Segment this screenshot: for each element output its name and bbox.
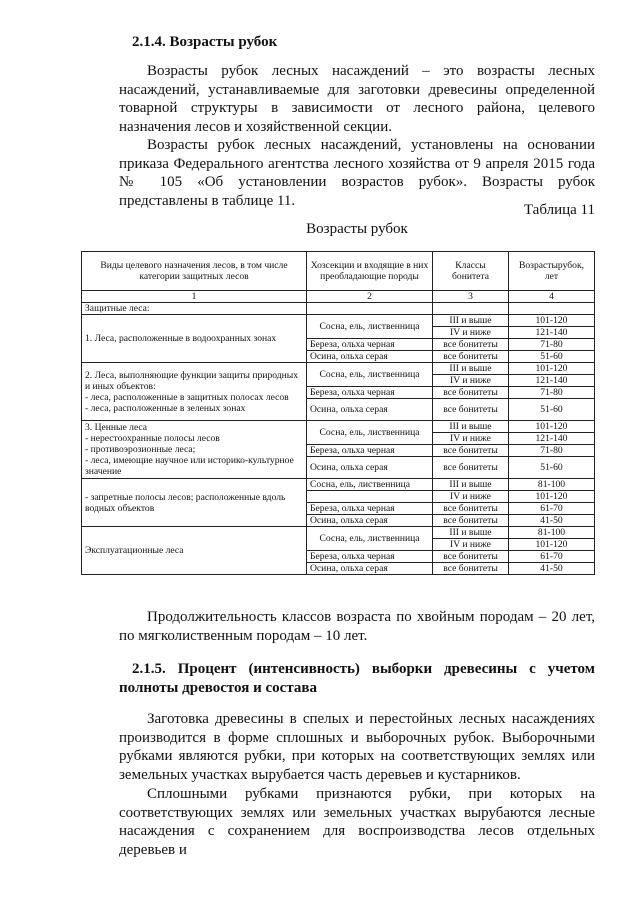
- column-number: 2: [307, 291, 433, 303]
- bonitet-value: все бонитеты: [433, 351, 509, 363]
- species-conifer: Сосна, ель, лиственница: [307, 479, 433, 491]
- column-number: 3: [433, 291, 509, 303]
- age-value: 101-120: [509, 491, 595, 503]
- bonitet-value: III и выше: [433, 315, 509, 327]
- header-forest-purpose: Виды целевого назначения лесов, в том числе категории защитных лесов: [82, 252, 307, 291]
- species-conifer: Сосна, ель, лиственница: [307, 363, 433, 387]
- paragraph-cutting-ages-order: Возрасты рубок лесных насаждений, установлены на основании приказа Федерального агентства лесного хозяйства от 9 апреля 2015 года № 105 «Об установлении возрастов рубок». Возрасты рубок представлены в таблице 11.: [119, 137, 595, 209]
- forest-category-restricted-strips: - запретные полосы лесов; расположенные вдоль водных объектов: [82, 479, 307, 527]
- table-title: Возрасты рубок: [306, 221, 408, 237]
- age-value: 81-100: [509, 527, 595, 539]
- age-value: 101-120: [509, 363, 595, 375]
- group-label-protective: Защитные леса:: [82, 303, 307, 315]
- species-birch: Береза, ольха черная: [307, 551, 433, 563]
- category-sub: - леса, расположенные в зеленых зонах: [85, 402, 246, 414]
- bonitet-value: все бонитеты: [433, 551, 509, 563]
- column-number: 1: [82, 291, 307, 303]
- bonitet-value: III и выше: [433, 421, 509, 433]
- column-number: 4: [509, 291, 595, 303]
- header-cutting-age: Возрастырубок, лет: [509, 252, 595, 291]
- paragraph-cutting-ages-definition: Возрасты рубок лесных насаждений – это возрасты лесных насаждений, устанавливаемые для заготовки древесины определенной товарной структуры в зависимости от лесного района, целевого назначения лесов и хозяйственной секции.: [119, 63, 595, 135]
- forest-category-exploitation: Эксплуатационные леса: [82, 527, 307, 575]
- species-conifer: Сосна, ель, лиственница: [307, 315, 433, 339]
- age-value: 101-120: [509, 315, 595, 327]
- bonitet-value: III и выше: [433, 527, 509, 539]
- species-aspen: Осина, ольха серая: [307, 399, 433, 421]
- age-value: 71-80: [509, 445, 595, 457]
- age-value: 121-140: [509, 433, 595, 445]
- bonitet-value: все бонитеты: [433, 515, 509, 527]
- age-value: 41-50: [509, 515, 595, 527]
- table-row: [82, 479, 595, 491]
- age-value: 41-50: [509, 563, 595, 575]
- age-value: 81-100: [509, 479, 595, 491]
- table-row: [82, 421, 595, 433]
- category-sub: - леса, расположенные в защитных полосах лесов: [85, 391, 289, 403]
- bonitet-value: все бонитеты: [433, 457, 509, 479]
- forest-category-valuable: [82, 421, 307, 479]
- species-conifer: Сосна, ель, лиственница: [307, 527, 433, 551]
- age-value: 121-140: [509, 327, 595, 339]
- species-birch: Береза, ольха черная: [307, 445, 433, 457]
- species-aspen: Осина, ольха серая: [307, 515, 433, 527]
- species-birch: Береза, ольха черная: [307, 503, 433, 515]
- bonitet-value: все бонитеты: [433, 399, 509, 421]
- table-row: [82, 363, 595, 375]
- bonitet-value: все бонитеты: [433, 445, 509, 457]
- category-title: 3. Ценные леса: [85, 422, 148, 433]
- paragraph-age-classes: Продолжительность классов возраста по хвойным породам – 20 лет, по мягколиственным породам – 10 лет.: [119, 609, 595, 644]
- species-aspen: Осина, ольха серая: [307, 457, 433, 479]
- bonitet-value: все бонитеты: [433, 387, 509, 399]
- table-row: [82, 527, 595, 539]
- bonitet-value: все бонитеты: [433, 503, 509, 515]
- age-value: 61-70: [509, 551, 595, 563]
- age-value: 51-60: [509, 351, 595, 363]
- category-title: 2. Леса, выполняющие функции защиты природных и иных объектов:: [85, 369, 299, 392]
- paragraph-clear-cuttings: Сплошными рубками признаются рубки, при которых на соответствующих землях или земельных участках вырубаются лесные насаждения с сохранением для воспроизводства лесов отдельных деревьев и: [119, 786, 595, 858]
- age-value: 101-120: [509, 421, 595, 433]
- bonitet-value: IV и ниже: [433, 433, 509, 445]
- forest-category-protection-functions: [82, 363, 307, 421]
- age-value: 71-80: [509, 387, 595, 399]
- species-conifer: Сосна, ель, лиственница: [307, 421, 433, 445]
- bonitet-value: все бонитеты: [433, 563, 509, 575]
- header-economic-section: Хозсекции и входящие в них преобладающие породы: [307, 252, 433, 291]
- category-sub: - нерестоохранные полосы лесов: [85, 433, 220, 444]
- species-aspen: Осина, ольха серая: [307, 563, 433, 575]
- bonitet-value: IV и ниже: [433, 491, 509, 503]
- forest-category-water-protection: 1. Леса, расположенные в водоохранных зонах: [82, 315, 307, 363]
- age-value: 121-140: [509, 375, 595, 387]
- age-value: 61-70: [509, 503, 595, 515]
- table-header-row: [82, 252, 595, 291]
- age-value: 101-120: [509, 539, 595, 551]
- bonitet-value: III и выше: [433, 479, 509, 491]
- age-value: 51-60: [509, 399, 595, 421]
- table-row: [82, 303, 595, 315]
- section-heading-2-1-5: 2.1.5. Процент (интенсивность) выборки древесины с учетом полноты древостоя и состава: [119, 661, 595, 696]
- bonitet-value: IV и ниже: [433, 375, 509, 387]
- section-heading-2-1-4: 2.1.4. Возрасты рубок: [132, 34, 278, 50]
- bonitet-value: все бонитеты: [433, 339, 509, 351]
- table-label: Таблица 11: [523, 202, 595, 218]
- bonitet-value: III и выше: [433, 363, 509, 375]
- header-bonitet-class: Классы бонитета: [433, 252, 509, 291]
- cutting-ages-table: [81, 251, 595, 575]
- species-birch: Береза, ольха черная: [307, 387, 433, 399]
- age-value: 71-80: [509, 339, 595, 351]
- species-birch: Береза, ольха черная: [307, 339, 433, 351]
- bonitet-value: IV и ниже: [433, 327, 509, 339]
- species-aspen: Осина, ольха серая: [307, 351, 433, 363]
- category-sub: - противоэрозионные леса;: [85, 444, 196, 455]
- table-column-numbers-row: [82, 291, 595, 303]
- category-sub: - леса, имеющие научное или историко-культурное значение: [85, 455, 294, 477]
- bonitet-value: IV и ниже: [433, 539, 509, 551]
- table-row: [82, 315, 595, 327]
- paragraph-harvesting-forms: Заготовка древесины в спелых и перестойных лесных насаждениях производится в форме сплошных и выборочных рубок. Выборочными рубками являются рубки, при которых на соответствующих землях или земельных участках вырубается часть деревьев и кустарников.: [119, 711, 595, 783]
- age-value: 51-60: [509, 457, 595, 479]
